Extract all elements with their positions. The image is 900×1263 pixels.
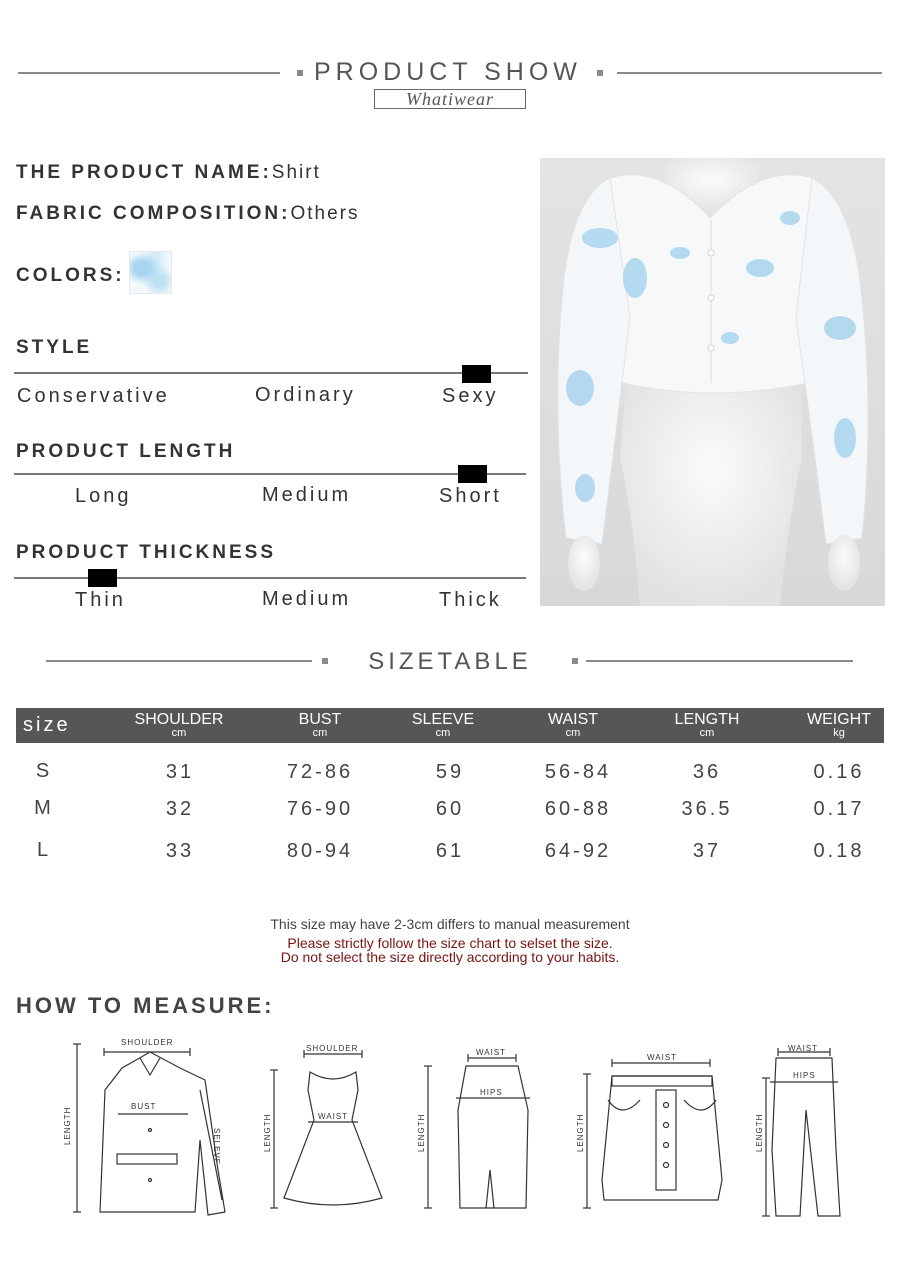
table-cell: 0.17 <box>813 798 865 820</box>
bust-header-label: BUST <box>298 711 342 728</box>
fabric-value: Others <box>290 203 360 224</box>
table-cell: 36.5 <box>681 798 733 820</box>
dress-waist-label: WAIST <box>318 1112 349 1121</box>
pants-length-label: LENGTH <box>755 1113 764 1152</box>
length-selected-marker <box>458 465 487 483</box>
product-name-label: THE PRODUCT NAME: <box>16 162 272 183</box>
table-cell: 0.18 <box>813 840 865 862</box>
table-cell: 76-90 <box>286 798 354 820</box>
table-cell: 72-86 <box>286 761 354 783</box>
waist-header-label: WAIST <box>547 711 599 728</box>
dress-length-label: LENGTH <box>263 1113 272 1152</box>
table-cell: 0.16 <box>813 761 865 783</box>
style-option-conservative: Conservative <box>17 385 170 407</box>
jacket-length-label: LENGTH <box>63 1106 72 1145</box>
how-to-measure-title: HOW TO MEASURE: <box>16 993 275 1018</box>
sleeve-header-label: SLEEVE <box>411 711 475 728</box>
table-cell: 32 <box>165 798 195 820</box>
style-selected-marker <box>462 365 491 383</box>
skirt-length-label: LENGTH <box>417 1113 426 1152</box>
style-title: STYLE <box>16 337 93 358</box>
header-square-right <box>597 70 603 76</box>
table-cell: 59 <box>435 761 465 783</box>
waist-col-header <box>513 708 633 743</box>
weight-col-header <box>779 708 899 743</box>
pants-waist-label: WAIST <box>788 1044 819 1053</box>
length-col-header <box>647 708 767 743</box>
jacket-diagram <box>73 1044 225 1215</box>
product-name-row <box>16 162 321 184</box>
style-scale-line <box>14 372 528 374</box>
shorts-waist-label: WAIST <box>647 1053 678 1062</box>
table-cell: 60-88 <box>544 798 612 820</box>
length-header-label: LENGTH <box>674 711 740 728</box>
table-cell: 37 <box>692 840 722 862</box>
sizetable-square-right <box>572 658 578 664</box>
table-cell: 33 <box>165 840 195 862</box>
skirt-diagram <box>424 1054 530 1208</box>
weight-header-label: WEIGHT <box>807 711 871 728</box>
length-header-unit: cm <box>699 727 715 739</box>
bust-col-header <box>260 708 380 743</box>
table-cell: S <box>35 760 53 782</box>
length-scale-line <box>14 473 526 475</box>
thickness-option-medium: Medium <box>262 588 352 610</box>
table-cell: M <box>34 797 54 819</box>
sizetable-rule-right <box>586 660 853 662</box>
jacket-selleve-label: SELEVE <box>212 1128 221 1166</box>
dress-shoulder-label: SHOULDER <box>306 1044 359 1053</box>
brand-label: Whatiwear <box>374 89 526 109</box>
size-col-header: size <box>23 714 71 736</box>
length-option-medium: Medium <box>262 484 352 506</box>
header-rule-right <box>617 72 882 74</box>
fabric-row <box>16 203 359 225</box>
jacket-shoulder-label: SHOULDER <box>121 1038 174 1047</box>
colors-label: COLORS: <box>16 265 125 286</box>
table-cell: 64-92 <box>544 840 612 862</box>
shoulder-header-unit: cm <box>171 727 187 739</box>
table-cell: 60 <box>435 798 465 820</box>
skirt-hips-label: HIPS <box>480 1088 503 1097</box>
sizetable-title: SIZETABLE <box>368 648 532 675</box>
pants-hips-label: HIPS <box>793 1071 816 1080</box>
product-photo <box>540 158 885 606</box>
bust-header-unit: cm <box>312 727 328 739</box>
thickness-title: PRODUCT THICKNESS <box>16 542 277 563</box>
table-cell: 56-84 <box>544 761 612 783</box>
page-title: PRODUCT SHOW <box>314 58 582 86</box>
header-square-left <box>297 70 303 76</box>
table-cell: L <box>36 839 52 861</box>
weight-header-unit: kg <box>833 727 845 739</box>
table-cell: 31 <box>165 761 195 783</box>
length-option-short: Short <box>439 485 502 507</box>
measurement-note: This size may have 2-3cm differs to manual measurement <box>270 916 630 932</box>
thickness-option-thin: Thin <box>75 589 126 611</box>
product-name-value: Shirt <box>271 162 321 183</box>
color-swatch[interactable] <box>129 251 172 294</box>
table-cell: 61 <box>435 840 465 862</box>
shoulder-col-header <box>119 708 239 743</box>
length-title: PRODUCT LENGTH <box>16 441 236 462</box>
shorts-length-label: LENGTH <box>576 1113 585 1152</box>
shoulder-header-label: SHOULDER <box>134 711 224 728</box>
style-option-sexy: Sexy <box>442 385 499 407</box>
thickness-option-thick: Thick <box>439 589 502 611</box>
size-warning-line1: Please strictly follow the size chart to selset the size. <box>287 935 613 951</box>
length-option-long: Long <box>75 485 132 507</box>
table-cell: 36 <box>692 761 722 783</box>
waist-header-unit: cm <box>565 727 581 739</box>
jacket-bust-label: BUST <box>131 1102 157 1111</box>
sleeve-header-unit: cm <box>435 727 451 739</box>
measure-diagrams <box>0 1030 900 1230</box>
header-rule-left <box>18 72 280 74</box>
table-cell: 80-94 <box>286 840 354 862</box>
size-table-header <box>16 708 884 743</box>
product-photo-illustration <box>540 158 885 606</box>
sleeve-col-header <box>383 708 503 743</box>
dress-diagram <box>270 1050 382 1208</box>
style-option-ordinary: Ordinary <box>255 384 356 406</box>
skirt-waist-label: WAIST <box>476 1048 507 1057</box>
shorts-diagram <box>583 1059 722 1208</box>
fabric-label: FABRIC COMPOSITION: <box>16 203 291 224</box>
thickness-selected-marker <box>88 569 117 587</box>
size-warning-line2: Do not select the size directly according to your habits. <box>280 949 620 965</box>
